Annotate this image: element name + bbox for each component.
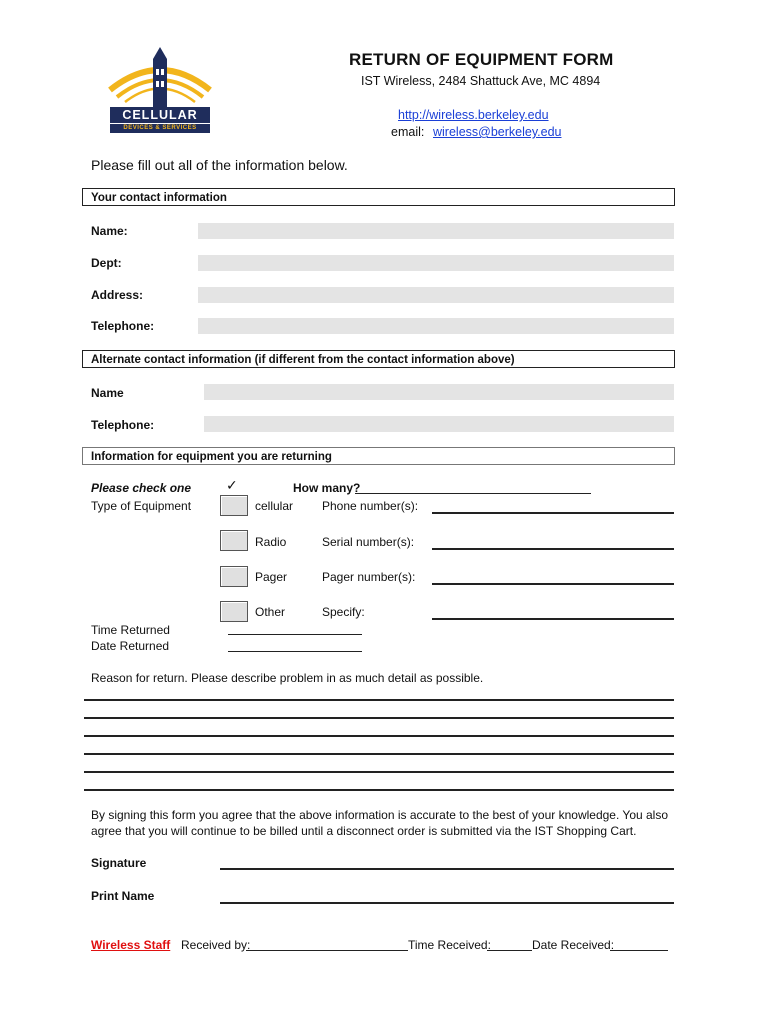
cellular-logo: [105, 45, 215, 135]
signature-label: Signature: [91, 856, 147, 870]
phone-numbers-line[interactable]: [432, 512, 674, 514]
contact-section-heading: Your contact information: [82, 188, 675, 206]
equipment-type-label: Type of Equipment: [91, 499, 192, 513]
specify-line[interactable]: [432, 618, 674, 620]
pager-option-label: Pager: [255, 570, 288, 584]
email-link[interactable]: wireless@berkeley.edu: [433, 125, 562, 139]
time-received-label: Time Received:: [408, 938, 491, 952]
radio-checkbox[interactable]: [220, 530, 248, 551]
pager-numbers-line[interactable]: [432, 583, 674, 585]
print-name-label: Print Name: [91, 889, 155, 903]
alternate-section-heading: Alternate contact information (if different from the contact information above): [82, 350, 675, 368]
specify-label: Specify:: [322, 605, 365, 619]
reason-line[interactable]: [84, 753, 674, 755]
header-address: IST Wireless, 2484 Shattuck Ave, MC 4894: [361, 74, 601, 88]
reason-line[interactable]: [84, 771, 674, 773]
logo-tagline: DEVICES & SERVICES: [123, 125, 197, 131]
date-returned-line[interactable]: [228, 651, 362, 652]
alt-name-label: Name: [91, 386, 124, 400]
date-received-line[interactable]: [610, 950, 668, 951]
print-name-line[interactable]: [220, 902, 674, 904]
reason-line[interactable]: [84, 735, 674, 737]
telephone-field[interactable]: [198, 318, 674, 334]
other-checkbox[interactable]: [220, 601, 248, 622]
telephone-label: Telephone:: [91, 319, 155, 333]
date-received-label: Date Received:: [532, 938, 615, 952]
check-one-label: Please check one: [91, 481, 192, 495]
cellular-option-label: cellular: [255, 499, 294, 513]
signature-line[interactable]: [220, 868, 674, 870]
form-title: RETURN OF EQUIPMENT FORM: [349, 50, 614, 69]
reason-line[interactable]: [84, 789, 674, 791]
other-option-label: Other: [255, 605, 286, 619]
agreement-text-line1: By signing this form you agree that the above information is accurate to the best of your knowledge. You also: [91, 808, 669, 822]
website-link[interactable]: http://wireless.berkeley.edu: [398, 108, 549, 122]
reason-line[interactable]: [84, 717, 674, 719]
serial-numbers-label: Serial number(s):: [322, 535, 415, 549]
received-by-label: Received by:: [181, 938, 251, 952]
received-by-line[interactable]: [246, 950, 408, 951]
address-field[interactable]: [198, 287, 674, 303]
alt-name-field[interactable]: [204, 384, 674, 400]
address-label: Address:: [91, 288, 144, 302]
agreement-text-line2: agree that you will continue to be billed until a disconnect order is submitted via the IST Shopping Cart.: [91, 824, 637, 838]
name-field[interactable]: [198, 223, 674, 239]
phone-numbers-label: Phone number(s):: [322, 499, 419, 513]
checkmark-icon: ✓: [226, 477, 238, 493]
alt-telephone-label: Telephone:: [91, 418, 155, 432]
time-received-line[interactable]: [487, 950, 532, 951]
how-many-line[interactable]: [355, 493, 591, 494]
dept-label: Dept:: [91, 256, 122, 270]
email-label: email:: [391, 125, 425, 139]
pager-checkbox[interactable]: [220, 566, 248, 587]
instruction-text: Please fill out all of the information below.: [91, 157, 348, 173]
reason-label: Reason for return. Please describe problem in as much detail as possible.: [91, 671, 484, 685]
wireless-staff-label: Wireless Staff: [91, 938, 171, 952]
cellular-checkbox[interactable]: [220, 495, 248, 516]
dept-field[interactable]: [198, 255, 674, 271]
radio-option-label: Radio: [255, 535, 287, 549]
serial-numbers-line[interactable]: [432, 548, 674, 550]
time-returned-label: Time Returned: [91, 623, 170, 637]
time-returned-line[interactable]: [228, 634, 362, 635]
pager-numbers-label: Pager number(s):: [322, 570, 416, 584]
name-label: Name:: [91, 224, 128, 238]
how-many-label: How many?: [293, 481, 361, 495]
reason-line[interactable]: [84, 699, 674, 701]
date-returned-label: Date Returned: [91, 639, 170, 653]
logo-name: CELLULAR: [122, 108, 198, 122]
equipment-section-heading: Information for equipment you are returning: [82, 447, 675, 465]
alt-telephone-field[interactable]: [204, 416, 674, 432]
